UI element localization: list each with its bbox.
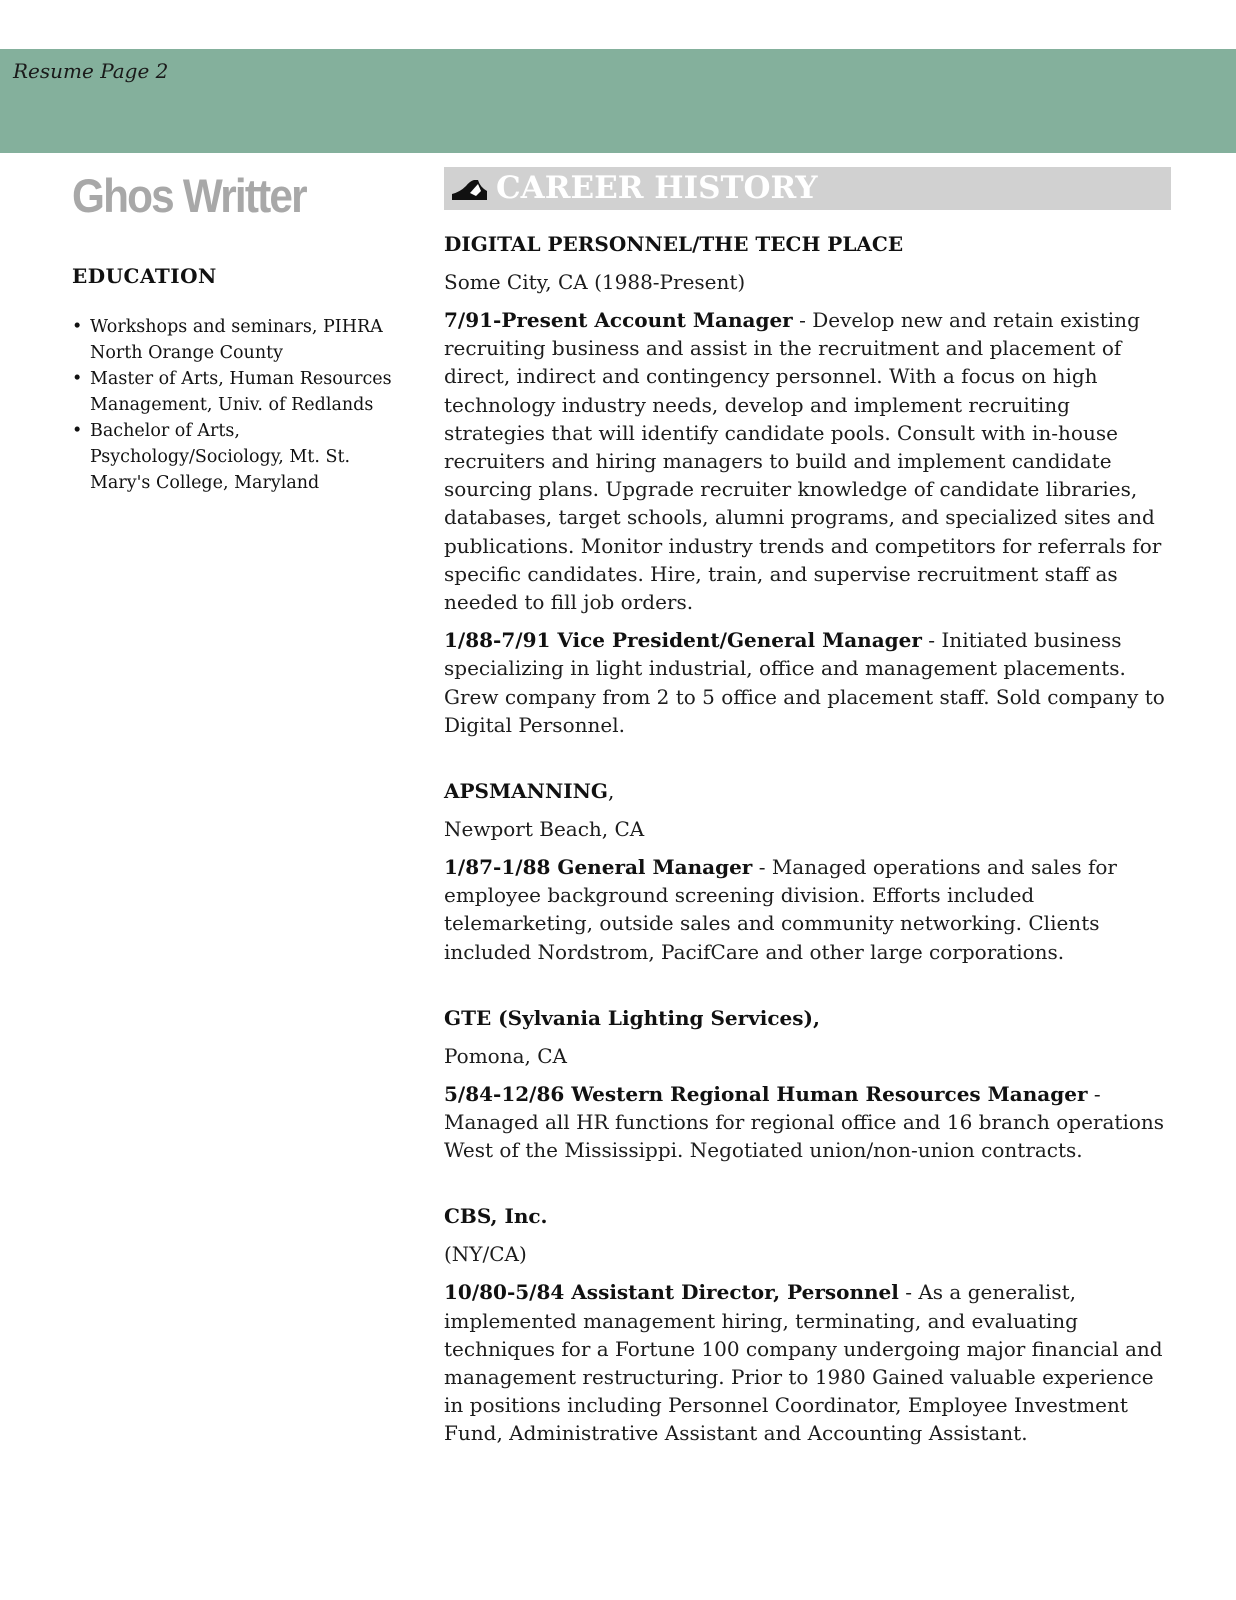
job-location: Pomona, CA	[444, 1043, 567, 1068]
role-title: 1/88-7/91 Vice President/General Manager	[444, 628, 922, 653]
job-entry	[444, 1202, 1169, 1447]
education-item	[72, 314, 392, 366]
job-entry	[444, 230, 1169, 739]
education-item-text: Bachelor of Arts, Psychology/Sociology, Mt. St. Mary's College, Maryland	[90, 421, 351, 493]
company-name	[444, 777, 1169, 805]
education-item-text: Workshops and seminars, PIHRA North Orange County	[90, 317, 383, 363]
role-separator: -	[921, 628, 942, 653]
career-history-heading: CAREER HISTORY	[496, 170, 818, 206]
role-separator: -	[752, 855, 772, 880]
company-name-text: APSMANNING	[444, 779, 608, 804]
role-description: Initiated business specializing in light industrial, office and management placements. Grew company from 2 to 5 office and placement staff. Sold company to Digital Personnel.	[444, 628, 1165, 737]
job-location: (NY/CA)	[444, 1242, 527, 1267]
shoe-icon	[450, 177, 488, 201]
role-entry	[444, 1080, 1169, 1165]
role-separator: -	[1087, 1081, 1101, 1106]
role-title: 7/91-Present Account Manager	[444, 308, 793, 332]
role-description: Managed all HR functions for regional office and 16 branch operations West of the Mississippi. Negotiated union/non-union contracts.	[444, 1110, 1165, 1163]
job-entry	[444, 1004, 1169, 1165]
education-heading: EDUCATION	[72, 264, 217, 288]
career-history-bar	[444, 167, 1171, 210]
role-entry	[444, 853, 1169, 966]
header-band	[0, 49, 1236, 153]
right-column	[444, 167, 1169, 1448]
role-entry	[444, 1278, 1169, 1447]
education-item-text: Master of Arts, Human Resources Management, Univ. of Redlands	[90, 369, 392, 415]
candidate-name: Ghos Writter	[72, 169, 306, 222]
bullet-icon: •	[72, 369, 83, 389]
job-location: Newport Beach, CA	[444, 817, 645, 842]
role-description: As a generalist, implemented management hiring, terminating, and evaluating techniques for a Fortune 100 company undergoing major financial and management restructuring. Prior to 1980 Gained valuable experience in positions including Personnel Coordinator, Employee Investment Fund, Administrative Assistant and Accounting Assistant.	[444, 1280, 1163, 1446]
role-entry	[444, 306, 1169, 616]
role-description: Develop new and retain existing recruiting business and assist in the recruitment and placement of direct, indirect and contingency personnel. With a focus on high technology industry needs, develop and implement recruiting strategies that will identify candidate pools. Consult with in-house recruiters and hiring managers to build and implement candidate sourcing plans. Upgrade recruiter knowledge of candidate libraries, databases, target schools, alumni programs, and specialized sites and publications. Monitor industry trends and competitors for referrals for specific candidates. Hire, train, and supervise recruitment staff as needed to fill job orders.	[444, 308, 1162, 615]
role-title: 5/84-12/86 Western Regional Human Resources Manager	[444, 1081, 1088, 1106]
education-item	[72, 366, 392, 418]
bullet-icon: •	[72, 317, 83, 337]
role-description: Managed operations and sales for employee background screening division. Efforts included telemarketing, outside sales and community networking. Clients included Nordstrom, PacifCare and other large corporations.	[444, 855, 1117, 964]
left-column	[72, 168, 392, 496]
company-name-suffix: ,	[607, 779, 615, 804]
job-entry	[444, 777, 1169, 966]
company-name: GTE (Sylvania Lighting Services),	[444, 1005, 820, 1030]
company-name: DIGITAL PERSONNEL/THE TECH PLACE	[444, 232, 904, 256]
education-item	[72, 418, 392, 496]
bullet-icon: •	[72, 421, 83, 441]
page-header-label: Resume Page 2	[13, 59, 169, 83]
education-list	[72, 314, 392, 496]
role-entry	[444, 626, 1169, 739]
company-name: CBS, Inc.	[444, 1204, 548, 1229]
job-location: Some City, CA (1988-Present)	[444, 270, 746, 294]
role-title: 10/80-5/84 Assistant Director, Personnel	[444, 1280, 899, 1305]
role-separator: -	[792, 308, 813, 332]
role-separator: -	[898, 1280, 919, 1305]
role-title: 1/87-1/88 General Manager	[444, 855, 753, 880]
